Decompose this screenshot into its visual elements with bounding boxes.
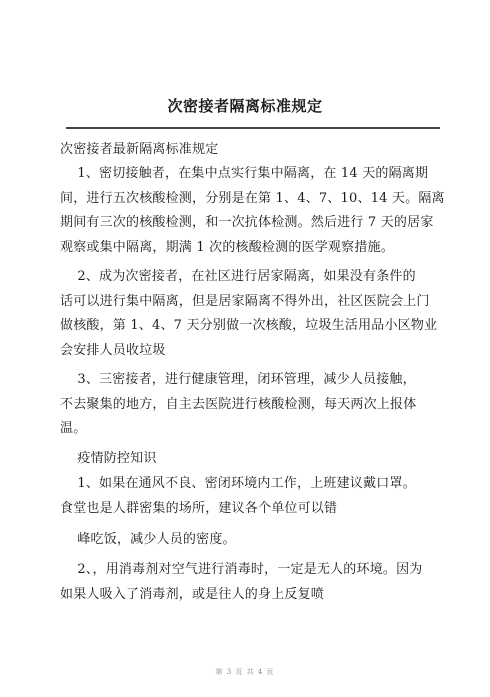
paragraph-6: 2、，用消毒剂对空气进行消毒时，一定是无人的环境。因为 如果人吸入了消毒剂，或是往人的身上反复喷 <box>60 562 423 602</box>
document-subtitle: 次密接者最新隔离标准规定 <box>60 142 219 157</box>
page-title: 次密接者隔离标准规定 <box>167 97 323 115</box>
paragraph-3: 3、三密接者，进行健康管理，闭环管理，减少人员接触， 不去聚集的地方，自主去医院进行核酸检测，每天两次上报体 温。 <box>60 372 417 436</box>
paragraph-5: 峰吃饭，减少人员的密度。 <box>60 532 236 547</box>
paragraph-1: 1、密切接触者，在集中点实行集中隔离，在 14 天的隔离期 间，进行五次核酸检测，分别是在第 1、4、7、10、14 天。隔离 期间有三次的核酸检测，和一次抗体检测。然后进行 7 天的居家 观察或集中隔离，期满 1 次的核酸检测的医学观察措施。 <box>60 166 445 255</box>
section-heading: 疫情防控知识 <box>60 451 157 466</box>
page-footer: 第 3 页 共 4 页 <box>215 668 275 676</box>
title-divider <box>66 127 440 129</box>
paragraph-2: 2、成为次密接者，在社区进行居家隔离，如果没有条件的 话可以进行集中隔离，但是居家隔离不得外出，社区医院会上门 做核酸，第 1、4、7 天分别做一次核酸，垃圾生活用品小区物业 会安排人员收垃圾 <box>60 269 438 358</box>
paragraph-4: 1、如果在通风不良、密闭环境内工作，上班建议戴口罩。 食堂也是人群密集的场所，建议各个单位可以错 <box>60 476 416 516</box>
